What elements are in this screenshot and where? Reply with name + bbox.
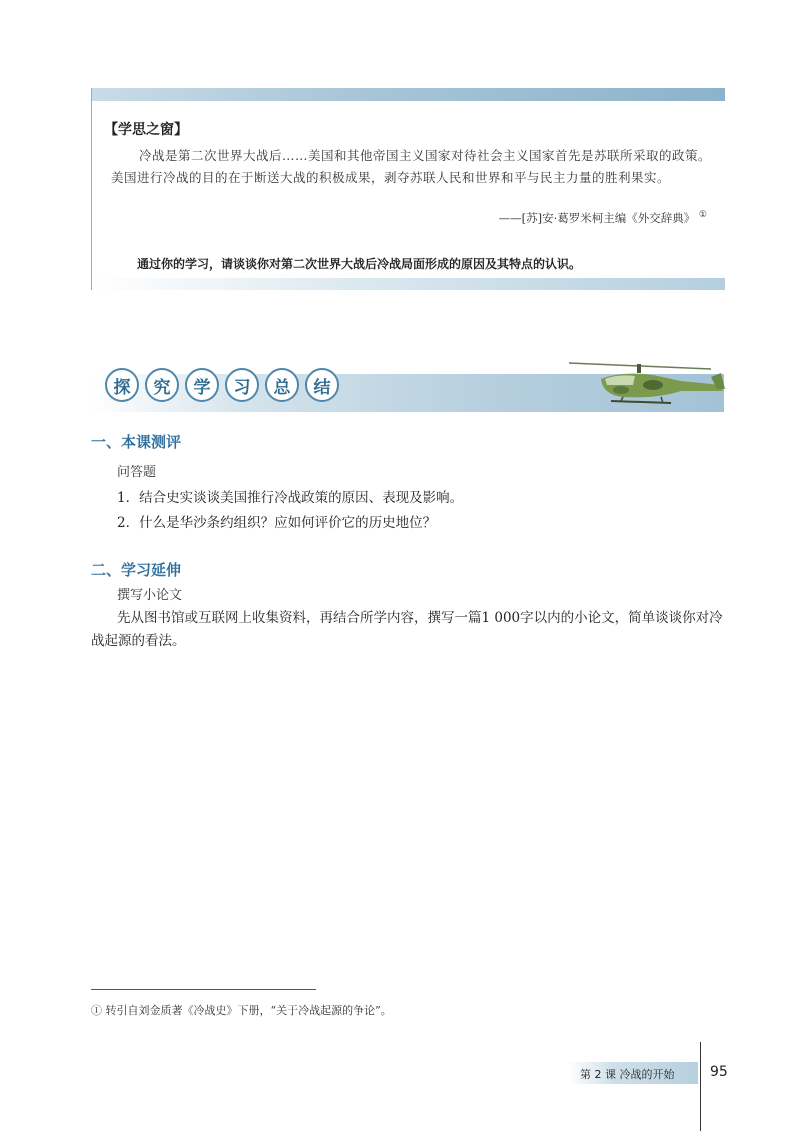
footer-lesson-title: 第 2 课 冷战的开始 — [580, 1068, 675, 1081]
footnote: ① 转引自刘金质著《冷战史》下册，“关于冷战起源的争论”。 — [91, 1004, 392, 1017]
banner-char: 学 — [185, 368, 219, 402]
inquiry-summary-banner — [91, 360, 724, 412]
footnote-divider — [91, 989, 316, 990]
section-subtitle: 撰写小论文 — [117, 588, 183, 603]
section-title-assessment: 一、本课测评 — [91, 433, 182, 451]
banner-char: 结 — [305, 368, 339, 402]
quote-source — [499, 210, 707, 226]
footer-divider — [700, 1042, 701, 1131]
box-top-bar — [92, 88, 725, 101]
banner-char: 总 — [265, 368, 299, 402]
banner-char: 究 — [145, 368, 179, 402]
question-item: 2．什么是华沙条约组织？应如何评价它的历史地位？ — [117, 515, 437, 531]
page-number: 95 — [710, 1064, 728, 1080]
quote-source-text: ——[苏]安·葛罗米柯主编《外交辞典》 — [498, 211, 696, 225]
footnote-marker: ① — [698, 210, 707, 221]
banner-char: 探 — [105, 368, 139, 402]
box-bottom-bar — [92, 278, 725, 290]
banner-char: 习 — [225, 368, 259, 402]
extension-paragraph: 先从图书馆或互联网上收集资料，再结合所学内容，撰写一篇1 000字以内的小论文，简单谈谈你对冷战起源的看法。 — [91, 610, 723, 649]
think-window-quote: 冷战是第二次世界大战后……美国和其他帝国主义国家对待社会主义国家首先是苏联所采取的政策。美国进行冷战的目的在于断送大战的积极成果，剥夺苏联人民和世界和平与民主力量的胜利果实。 — [111, 148, 712, 185]
section-title-extension: 二、学习延伸 — [91, 561, 182, 579]
helicopter-icon — [561, 355, 731, 417]
banner-title — [105, 368, 339, 402]
think-window-box — [91, 88, 725, 290]
think-window-question: 通过你的学习，请谈谈你对第二次世界大战后冷战局面形成的原因及其特点的认识。 — [137, 257, 582, 271]
think-window-title: 【学思之窗】 — [104, 122, 188, 138]
section-subtitle: 问答题 — [117, 465, 157, 480]
question-item: 1．结合史实谈谈美国推行冷战政策的原因、表现及影响。 — [117, 490, 464, 506]
